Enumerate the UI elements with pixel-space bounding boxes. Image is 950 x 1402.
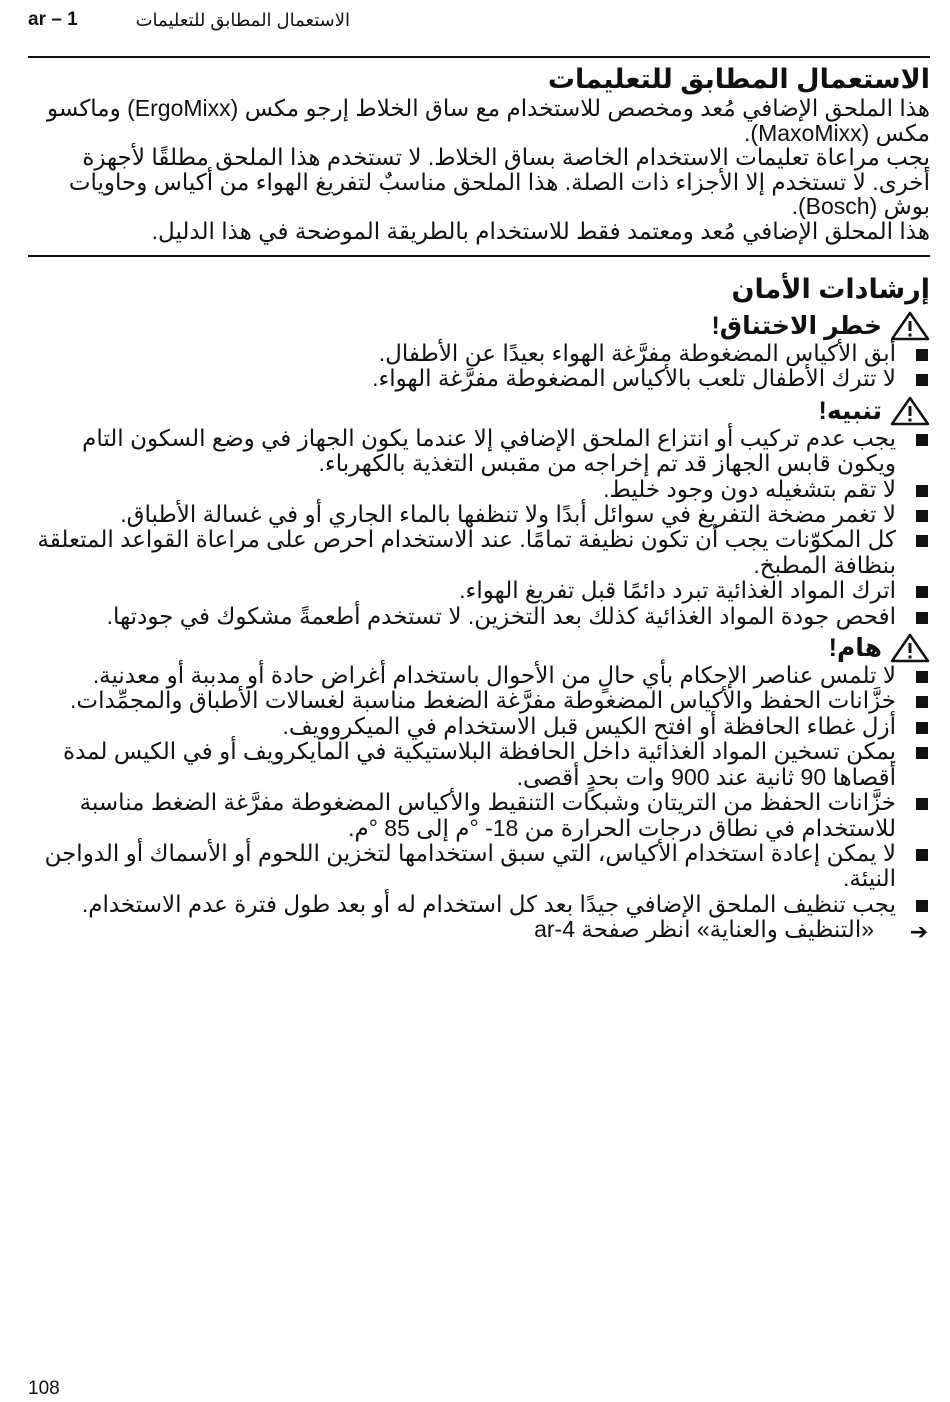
list-item: لا تقم بتشغيله دون وجود خليط.	[28, 477, 930, 502]
warning-triangle-icon	[890, 633, 930, 663]
list-item: افحص جودة المواد الغذائية كذلك بعد التخزين. لا تستخدم أطعمةً مشكوك في جودتها.	[28, 604, 930, 629]
square-bullet-icon	[916, 535, 928, 547]
list-item: لا تغمر مضخة التفريغ في سوائل أبدًا ولا تنظفها بالماء الجاري أو في غسالة الأطباق.	[28, 502, 930, 527]
warning-triangle-icon	[890, 396, 930, 426]
square-bullet-icon	[916, 849, 928, 861]
list-item: لا يمكن إعادة استخدام الأكياس، التي سبق استخدامها لتخزين اللحوم أو الأسماك أو الدواجن النيئة.	[28, 841, 930, 892]
list-item: لا تترك الأطفال تلعب بالأكياس المضغوطة مفرَّغة الهواء.	[28, 366, 930, 391]
intended-use-body	[28, 96, 930, 243]
list-item: يجب عدم تركيب أو انتزاع الملحق الإضافي إلا عندما يكون الجهاز في وضع السكون التام ويكون قابس الجهاز قد تم إخراجه من مقبس التغذية بالكهرباء.	[28, 426, 930, 477]
list-item: خزَّانات الحفظ من التريتان وشبكات التنقيط والأكياس المضغوطة مفرَّغة الضغط مناسبة للاستخدام في نطاق درجات الحرارة من 18- °م إلى 85 °م.	[28, 790, 930, 841]
list-item: يمكن تسخين المواد الغذائية داخل الحافظة البلاستيكية في المايكرويف أو في الكيس لمدة أقصاها 90 ثانية عند 900 وات بحدٍ أقصى.	[28, 739, 930, 790]
content	[28, 62, 930, 943]
cross-reference: ➔ «التنظيف والعناية» انظر صفحة ar-4	[534, 916, 928, 945]
list-item: أزل غطاء الحافظة أو افتح الكيس قبل الاستخدام في الميكروويف.	[28, 714, 930, 739]
important-heading	[28, 633, 930, 663]
list-item: لا تلمس عناصر الإحكام بأي حالٍ من الأحوال باستخدام أغراض حادة أو مدببة أو معدنية.	[28, 663, 930, 688]
intended-use-paragraph: يجب مراعاة تعليمات الاستخدام الخاصة بساق الخلاط. لا تستخدم هذا الملحق مطلقًا لأجهزة أخرى. لا تستخدم إلا الأجزاء ذات الصلة. هذا الملحق مناسبٌ لتفريغ الهواء من أكياس وحاويات بوش (Bosch).	[68, 144, 930, 219]
list-item: كل المكوّنات يجب أن تكون نظيفة تمامًا. عند الاستخدام احرص على مراعاة القواعد المتعلقة بنظافة المطبخ.	[28, 527, 930, 578]
choking-heading-text: خطر الاختناق!	[711, 312, 882, 340]
caution-list	[28, 426, 930, 629]
safety-section	[28, 271, 930, 943]
square-bullet-icon	[916, 349, 928, 361]
square-bullet-icon	[916, 747, 928, 759]
intended-use-title: الاستعمال المطابق للتعليمات	[547, 64, 930, 94]
intended-use-paragraph: هذا الملحق الإضافي مُعد ومخصص للاستخدام مع ساق الخلاط إرجو مكس (ErgoMixx) وماكسو مكس (MaxoMixx).	[46, 95, 930, 146]
important-heading-text: هام!	[828, 634, 882, 663]
page	[28, 0, 930, 1402]
square-bullet-icon	[916, 671, 928, 683]
list-item: أبق الأكياس المضغوطة مفرَّغة الهواء بعيدًا عن الأطفال.	[28, 341, 930, 366]
top-rule	[28, 56, 930, 58]
warning-triangle-icon	[890, 311, 930, 341]
square-bullet-icon	[916, 900, 928, 912]
caution-heading	[28, 396, 930, 426]
square-bullet-icon	[916, 374, 928, 386]
square-bullet-icon	[916, 485, 928, 497]
page-number: 108	[28, 1378, 60, 1399]
choking-list	[28, 341, 930, 392]
caution-heading-text: تنبيه!	[818, 396, 882, 425]
square-bullet-icon	[916, 722, 928, 734]
list-item: يجب تنظيف الملحق الإضافي جيدًا بعد كل استخدام له أو بعد طول فترة عدم الاستخدام.	[28, 892, 930, 917]
square-bullet-icon	[916, 696, 928, 708]
list-item: اترك المواد الغذائية تبرد دائمًا قبل تفريغ الهواء.	[28, 578, 930, 603]
square-bullet-icon	[916, 434, 928, 446]
section-divider	[28, 255, 930, 257]
square-bullet-icon	[916, 510, 928, 522]
safety-title: إرشادات الأمان	[731, 274, 930, 304]
square-bullet-icon	[916, 586, 928, 598]
list-item: خزَّانات الحفظ والأكياس المضغوطة مفرَّغة الضغط مناسبة لغسالات الأطباق والمجمِّدات.	[28, 688, 930, 713]
square-bullet-icon	[916, 612, 928, 624]
arrow-left-icon: ➔	[909, 919, 928, 945]
intended-use-section	[28, 62, 930, 243]
square-bullet-icon	[916, 798, 928, 810]
intended-use-paragraph: هذا المحلق الإضافي مُعد ومعتمد فقط للاستخدام بالطريقة الموضحة في هذا الدليل.	[151, 217, 930, 244]
choking-heading	[28, 311, 930, 341]
header-running-title: الاستعمال المطابق للتعليمات	[135, 9, 350, 30]
important-list	[28, 662, 930, 945]
header-page-label: ar – 1	[28, 9, 78, 30]
running-header	[28, 4, 930, 36]
